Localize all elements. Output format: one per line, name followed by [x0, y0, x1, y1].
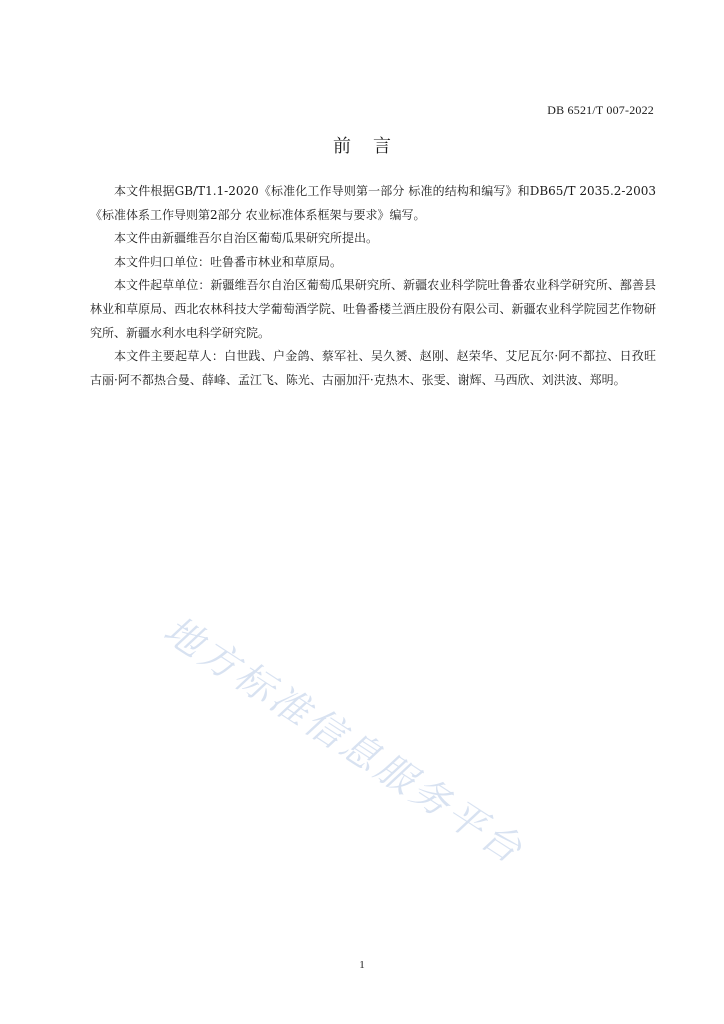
paragraph-drafters: 本文件主要起草人：白世践、户金鸽、蔡军社、吴久赟、赵刚、赵荣华、艾尼瓦尔·阿不都拉、日孜旺古丽·阿不都热合曼、薛峰、孟江飞、陈光、古丽加汗·克热木、张雯、谢辉、马西欣、刘洪波、郑明。 — [90, 349, 656, 387]
paragraph-basis: 本文件根据GB/T1.1-2020《标准化工作导则第一部分 标准的结构和编写》和DB65/T 2035.2-2003《标准体系工作导则第2部分 农业标准体系框架与要求》编写。 — [90, 184, 656, 222]
watermark-text: 地方标准信息服务平台 — [156, 607, 533, 874]
paragraph-proposer: 本文件由新疆维吾尔自治区葡萄瓜果研究所提出。 — [114, 231, 379, 246]
document-code: DB 6521/T 007-2022 — [547, 103, 654, 117]
page-number: 1 — [359, 959, 365, 971]
paragraph-drafting-units: 本文件起草单位：新疆维吾尔自治区葡萄瓜果研究所、新疆农业科学院吐鲁番农业科学研究所、鄯善县林业和草原局、西北农林科技大学葡萄酒学院、吐鲁番楼兰酒庄股份有限公司、新疆农业科学院园艺作物研究所、新疆水利水电科学研究院。 — [90, 278, 656, 340]
paragraph-responsible-unit: 本文件归口单位：吐鲁番市林业和草原局。 — [114, 254, 343, 269]
page-title: 前言 — [333, 136, 413, 157]
body-text — [90, 180, 656, 392]
